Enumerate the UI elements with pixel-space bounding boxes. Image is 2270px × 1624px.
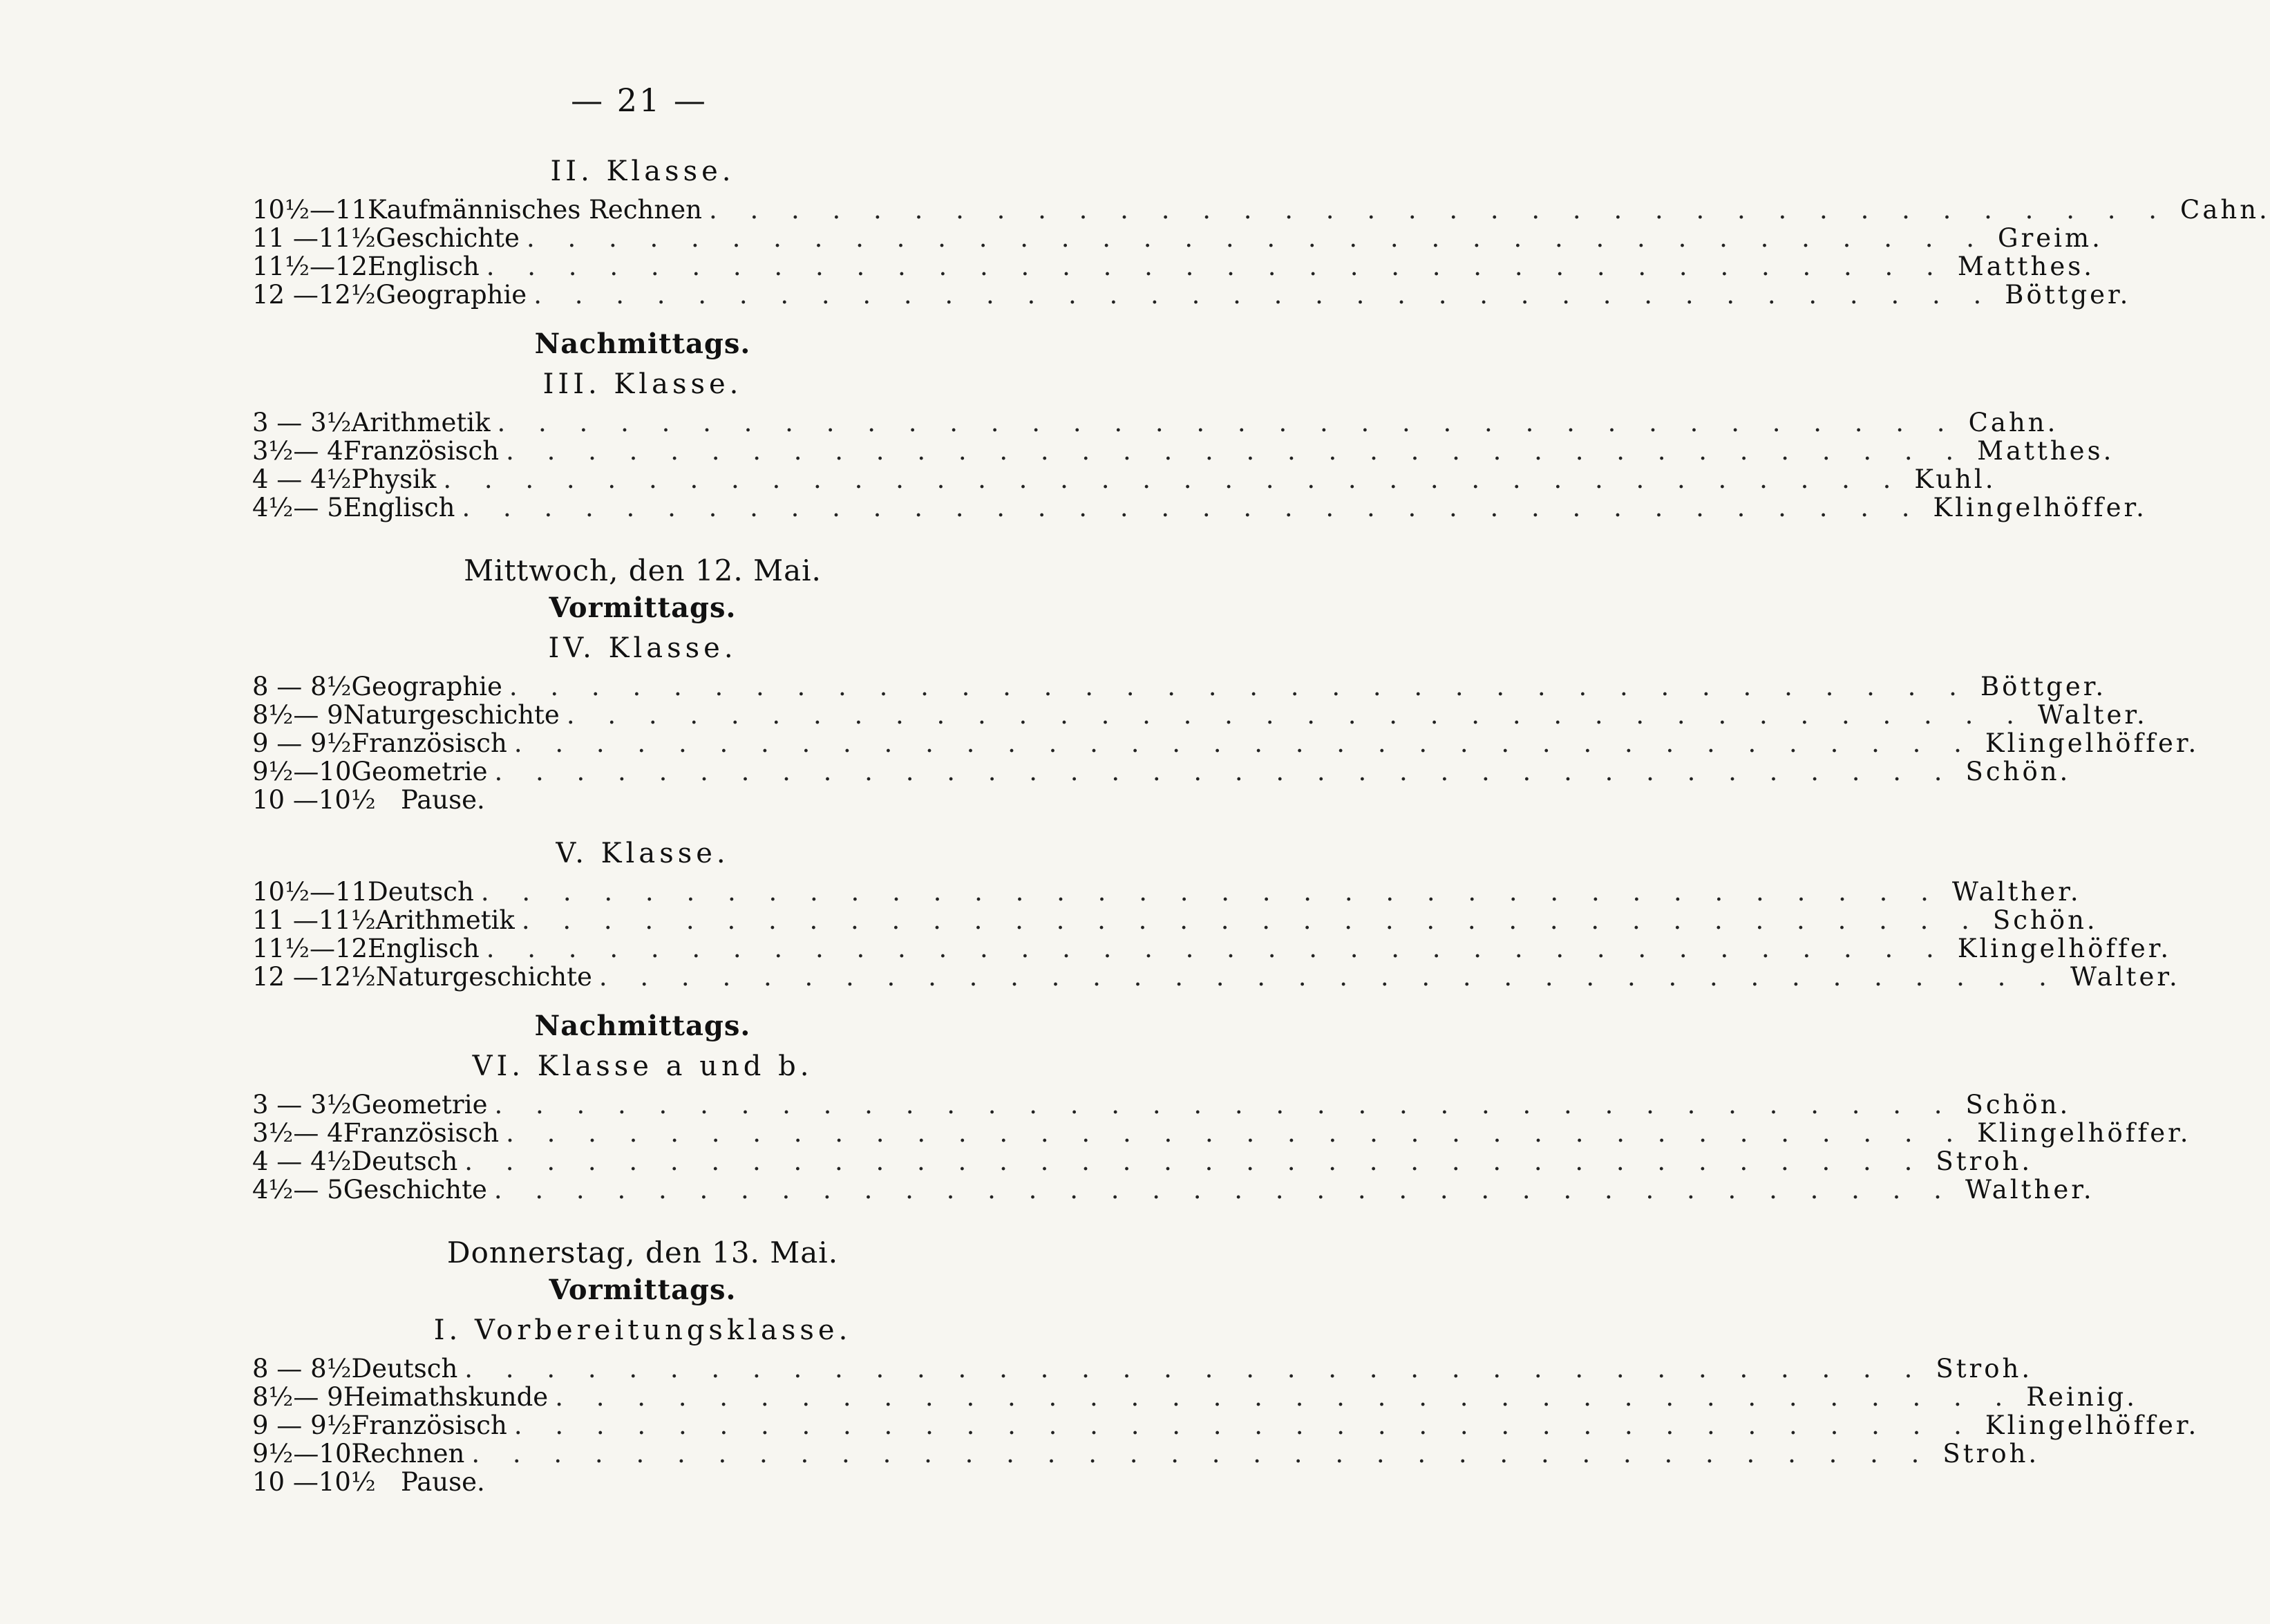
lesson-time: 9½—10: [252, 1439, 352, 1469]
dot-leader: . . . . . . . . . . . . . . . . . . . . . . . . . . . . . . . . . . . .: [443, 464, 1904, 494]
lesson-list: [252, 195, 2270, 310]
lesson-subject-cell: [351, 1354, 1924, 1383]
lesson-subject: Kaufmännisches Rechnen: [368, 195, 702, 225]
dot-leader: . . . . . . . . . . . . . . . . . . . . . . . . . . . . . . . . . . . .: [464, 1146, 1925, 1176]
lesson-subject: Deutsch: [351, 1354, 458, 1384]
lesson-subject: Englisch: [368, 252, 480, 281]
lesson-subject: Heimathskunde: [343, 1382, 549, 1412]
lesson-time: 4½— 5: [252, 493, 343, 522]
dot-leader: . . . . . . . . . . . . . . . . . . . . . . . . . . . . . . . . . . . .: [509, 672, 1969, 701]
lesson-subject-cell: [343, 437, 1966, 465]
lesson-subject-cell: [343, 701, 2027, 729]
dot-leader: . . . . . . . . . . . . . . . . . . . . . . . . . . . . . . . . . . . .: [566, 700, 2027, 730]
lesson-row: [252, 280, 2131, 310]
lesson-row: [252, 223, 2103, 253]
lesson-time: 11 —11½: [252, 905, 376, 935]
lesson-subject: Französisch: [351, 728, 507, 758]
lesson-row: [252, 408, 2059, 437]
period-heading: Nachmittags.: [534, 328, 751, 360]
dot-leader: . . . . . . . . . . . . . . . . . . . . . . . . . . . . . . . . . . . .: [506, 1118, 1967, 1148]
dot-leader: . . . . . . . . . . . . . . . . . . . . . . . . . . . . . . . . . . . .: [506, 436, 1967, 466]
lesson-time: 9 — 9½: [252, 1410, 352, 1440]
lesson-subject: Geometrie: [351, 757, 488, 786]
lesson-subject: Deutsch: [351, 1146, 458, 1176]
lesson-teacher: Matthes.: [1977, 436, 2115, 466]
lesson-subject-cell: [351, 1147, 1924, 1175]
schedule-section: [252, 1010, 2191, 1205]
dot-leader: . . . . . . . . . . . . . . . . . . . . . . . . . . . . . . . . . . . .: [480, 877, 1941, 907]
lesson-subject-cell: [343, 1119, 1966, 1147]
lesson-row: [252, 877, 2081, 907]
lesson-time: 3 — 3½: [252, 408, 352, 437]
lesson-row: [252, 962, 2180, 992]
lesson-subject-cell: [376, 963, 2059, 991]
lesson-subject: Englisch: [368, 934, 480, 963]
lesson-list: [252, 672, 2200, 815]
lesson-time: 10½—11: [252, 195, 368, 225]
lesson-time: 3 — 3½: [252, 1090, 352, 1120]
lesson-teacher: Walther.: [1951, 877, 2081, 907]
schedule-section: [252, 328, 2147, 522]
lesson-subject-cell: [351, 757, 1954, 786]
dot-leader: . . . . . . . . . . . . . . . . . . . . . . . . . . . . . . . . . . . .: [513, 1410, 1974, 1440]
date-heading: Donnerstag, den 13. Mai.: [446, 1236, 839, 1269]
lesson-time: 8 — 8½: [252, 1354, 352, 1384]
lesson-time: 10½—11: [252, 877, 368, 907]
dot-leader: . . . . . . . . . . . . . . . . . . . . . . . . . . . . . . . . . . . .: [708, 195, 2170, 225]
lesson-subject-cell: [351, 729, 1974, 757]
lesson-subject-cell: [368, 196, 2169, 224]
lesson-row: [252, 700, 2148, 730]
lesson-row: [252, 757, 2071, 786]
lesson-subject-cell: [343, 1383, 2016, 1411]
lesson-subject: Rechnen: [351, 1439, 465, 1469]
lesson-time: 3½— 4: [252, 1118, 343, 1148]
lesson-subject: Naturgeschichte: [375, 962, 592, 992]
lesson-row: [252, 464, 1996, 494]
schedule-section: [252, 155, 2270, 310]
lesson-subject-cell: [368, 252, 1947, 281]
lesson-row: [252, 1354, 2033, 1384]
lesson-time: 9½—10: [252, 757, 352, 786]
dot-leader: . . . . . . . . . . . . . . . . . . . . . . . . . . . . . . . . . . . .: [471, 1439, 1932, 1469]
lesson-subject: Französisch: [343, 436, 500, 466]
lesson-teacher: Stroh.: [1942, 1439, 2040, 1469]
lesson-list: [252, 1354, 2200, 1497]
lesson-subject-cell: [368, 934, 1947, 963]
lesson-teacher: Matthes.: [1957, 252, 2094, 281]
lesson-row: [252, 1146, 2033, 1176]
lesson-row: [252, 1410, 2200, 1440]
lesson-time: 10 —10½: [252, 1467, 376, 1497]
lesson-subject: Geometrie: [351, 1090, 488, 1120]
lesson-subject-cell: [376, 224, 1987, 252]
lesson-teacher: Reinig.: [2026, 1382, 2137, 1412]
lesson-row: [252, 728, 2200, 758]
lesson-teacher: Cahn.: [1968, 408, 2059, 437]
lesson-subject-cell: [351, 408, 1957, 437]
lesson-teacher: Walther.: [1965, 1175, 2094, 1205]
lesson-teacher: Stroh.: [1936, 1146, 2033, 1176]
lesson-teacher: Greim.: [1998, 223, 2103, 253]
lesson-row: [252, 252, 2094, 281]
lesson-subject-cell: [351, 465, 1903, 493]
dot-leader: . . . . . . . . . . . . . . . . . . . . . . . . . . . . . . . . . . . .: [494, 757, 1955, 786]
lesson-subject-cell: [351, 1411, 1974, 1439]
lesson-time: 11 —11½: [252, 223, 376, 253]
lesson-teacher: Walter.: [2037, 700, 2148, 730]
dot-leader: . . . . . . . . . . . . . . . . . . . . . . . . . . . . . . . . . . . .: [598, 962, 2059, 992]
lesson-list: [252, 1090, 2191, 1205]
class-heading: II. Klasse.: [550, 155, 735, 187]
dot-leader: . . . . . . . . . . . . . . . . . . . . . . . . . . . . . . . . . . . .: [526, 223, 1987, 253]
lesson-row: [252, 195, 2270, 225]
dot-leader: . . . . . . . . . . . . . . . . . . . . . . . . . . . . . . . . . . . .: [533, 280, 1994, 310]
lesson-time: 8½— 9: [252, 700, 343, 730]
lesson-time: 12 —12½: [252, 962, 376, 992]
period-heading: Vormittags.: [549, 1274, 737, 1306]
lesson-teacher: Stroh.: [1936, 1354, 2033, 1384]
class-heading: VI. Klasse a und b.: [472, 1050, 813, 1082]
lesson-row: [252, 1439, 2040, 1469]
dot-leader: . . . . . . . . . . . . . . . . . . . . . . . . . . . . . . . . . . . .: [497, 408, 1958, 437]
dot-leader: . . . . . . . . . . . . . . . . . . . . . . . . . . . . . . . . . . . .: [462, 493, 1922, 522]
lesson-row: [252, 786, 1033, 814]
lesson-subject: Deutsch: [368, 877, 474, 907]
lesson-subject-cell: [368, 878, 1941, 906]
lesson-subject: Geographie: [375, 280, 527, 310]
class-heading: I. Vorbereitungsklasse.: [433, 1314, 852, 1346]
lesson-time: 10 —10½: [252, 785, 376, 815]
schedule-content: [252, 155, 2270, 1497]
lesson-teacher: Klingelhöffer.: [1985, 728, 2200, 758]
lesson-subject-cell: [376, 281, 1994, 309]
lesson-teacher: Walter.: [2070, 962, 2180, 992]
lesson-time: 12 —12½: [252, 280, 376, 310]
lesson-time: 11½—12: [252, 252, 368, 281]
lesson-row: [252, 1175, 2094, 1205]
page-number: — 21 —: [571, 82, 708, 119]
lesson-subject-cell: [351, 1090, 1954, 1119]
lesson-row: [252, 672, 2107, 701]
class-heading: V. Klasse.: [556, 838, 730, 869]
lesson-subject-cell: [401, 786, 815, 814]
lesson-teacher: Klingelhöffer.: [1985, 1410, 2200, 1440]
lesson-subject: Geographie: [351, 672, 502, 701]
lesson-teacher: Kuhl.: [1914, 464, 1996, 494]
lesson-row: [252, 436, 2115, 466]
lesson-teacher: Klingelhöffer.: [1957, 934, 2172, 963]
dot-leader: . . . . . . . . . . . . . . . . . . . . . . . . . . . . . . . . . . . .: [493, 1175, 1954, 1205]
lesson-time: 8 — 8½: [252, 672, 352, 701]
dot-leader: . . . . . . . . . . . . . . . . . . . . . . . . . . . . . . . . . . . .: [513, 728, 1974, 758]
lesson-subject: Pause.: [401, 1467, 485, 1497]
lesson-list: [252, 877, 2180, 992]
lesson-row: [252, 1382, 2137, 1412]
lesson-teacher: Böttger.: [1980, 672, 2107, 701]
lesson-subject: Arithmetik: [375, 905, 515, 935]
dot-leader: . . . . . . . . . . . . . . . . . . . . . . . . . . . . . . . . . . . .: [494, 1090, 1955, 1120]
lesson-row: [252, 493, 2147, 522]
lesson-subject-cell: [401, 1468, 815, 1496]
dot-leader: . . . . . . . . . . . . . . . . . . . . . . . . . . . . . . . . . . . .: [555, 1382, 2016, 1412]
schedule-section: [252, 838, 2180, 992]
lesson-subject: Französisch: [351, 1410, 507, 1440]
lesson-time: 4 — 4½: [252, 464, 352, 494]
dot-leader: . . . . . . . . . . . . . . . . . . . . . . . . . . . . . . . . . . . .: [521, 905, 1982, 935]
lesson-subject-cell: [343, 1175, 1954, 1204]
lesson-row: [252, 905, 2098, 935]
lesson-row: [252, 934, 2172, 963]
dot-leader: . . . . . . . . . . . . . . . . . . . . . . . . . . . . . . . . . . . .: [486, 934, 1947, 963]
lesson-subject: Naturgeschichte: [343, 700, 560, 730]
lesson-teacher: Schön.: [1992, 905, 2098, 935]
lesson-teacher: Klingelhöffer.: [1933, 493, 2147, 522]
lesson-subject: Physik: [351, 464, 437, 494]
lesson-time: 4½— 5: [252, 1175, 343, 1205]
lesson-subject: Geschichte: [375, 223, 520, 253]
lesson-teacher: Schön.: [1965, 1090, 2071, 1120]
lesson-row: [252, 1468, 1033, 1496]
lesson-subject: Arithmetik: [351, 408, 491, 437]
lesson-time: 4 — 4½: [252, 1146, 352, 1176]
lesson-subject: Englisch: [343, 493, 455, 522]
lesson-subject: Pause.: [401, 785, 485, 815]
lesson-subject-cell: [376, 906, 1982, 934]
dot-leader: . . . . . . . . . . . . . . . . . . . . . . . . . . . . . . . . . . . .: [464, 1354, 1925, 1384]
period-heading: Vormittags.: [549, 592, 737, 624]
lesson-subject-cell: [351, 672, 1969, 701]
lesson-row: [252, 1118, 2191, 1148]
lesson-subject: Französisch: [343, 1118, 500, 1148]
lesson-teacher: Cahn.: [2180, 195, 2270, 225]
schedule-section: [252, 554, 2200, 815]
lesson-teacher: Klingelhöffer.: [1977, 1118, 2191, 1148]
lesson-subject-cell: [351, 1439, 1931, 1468]
lesson-list: [252, 408, 2147, 522]
date-heading: Mittwoch, den 12. Mai.: [464, 554, 822, 587]
lesson-time: 11½—12: [252, 934, 368, 963]
class-heading: III. Klasse.: [542, 368, 743, 400]
lesson-subject-cell: [343, 493, 1922, 522]
class-heading: IV. Klasse.: [548, 632, 737, 664]
lesson-teacher: Schön.: [1965, 757, 2071, 786]
lesson-teacher: Böttger.: [2005, 280, 2131, 310]
lesson-time: 3½— 4: [252, 436, 343, 466]
lesson-row: [252, 1090, 2071, 1120]
schedule-section: [252, 1236, 2200, 1497]
lesson-time: 8½— 9: [252, 1382, 343, 1412]
lesson-time: 9 — 9½: [252, 728, 352, 758]
dot-leader: . . . . . . . . . . . . . . . . . . . . . . . . . . . . . . . . . . . .: [486, 252, 1947, 281]
lesson-subject: Geschichte: [343, 1175, 487, 1205]
period-heading: Nachmittags.: [534, 1010, 751, 1042]
